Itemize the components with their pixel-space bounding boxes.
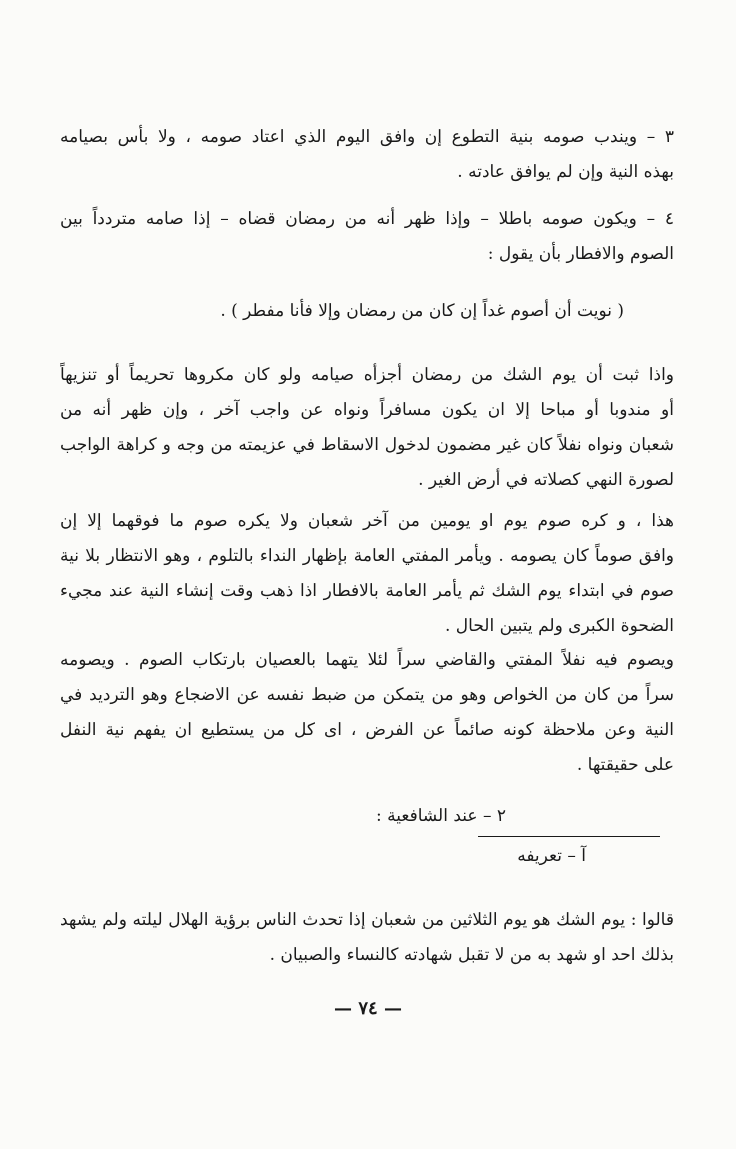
section-heading: ٢ – عند الشافعية :: [376, 806, 506, 826]
paragraph-3: [60, 120, 674, 190]
text-line: هذا ، و كره صوم يوم او يومين من آخر شعبان ولا يكره صوم ما فوقهما إلا إن: [60, 511, 674, 531]
text-line: بذلك احد او شهد به من لا تقبل شهادته كالنساء والصبيان .: [269, 945, 674, 965]
text-line: على حقيقتها .: [576, 755, 674, 775]
page-number: — ٧٤ —: [334, 998, 402, 1019]
text-line: ٤ – ويكون صومه باطلا – وإذا ظهر أنه من رمضان قضاه – إذا صامه متردداً بين: [60, 209, 674, 229]
text-line: قالوا : يوم الشك هو يوم الثلاثين من شعبان إذا تحدث الناس برؤية الهلال ليلته ولم يشهد: [60, 910, 674, 930]
paragraph-makruh: [60, 504, 674, 644]
paragraph-4: [60, 202, 674, 272]
text-line: الصوم والافطار بأن يقول :: [487, 244, 674, 264]
text-line: وافق صوماً كان يصومه . ويأمر المفتي العامة بإظهار النداء بالتلوم ، وهو الانتظار بلا نية: [60, 546, 674, 566]
text-line: سراً من كان من الخواص وهو من يتمكن من ضبط نفسه عن الاضجاع وهو الترديد في: [60, 685, 674, 705]
text-line: لصورة النهي كصلاته في أرض الغير .: [418, 470, 674, 490]
paragraph-doubt-day: [60, 358, 674, 498]
sub-heading: آ – تعريفه: [517, 846, 586, 866]
intention-quote: [64, 294, 624, 329]
text-line: ويصوم فيه نفلاً المفتي والقاضي سراً لئلا يتهما بالعصيان بارتكاب الصوم . ويصومه: [60, 650, 674, 670]
text-line: الضحوة الكبرى ولم يتبين الحال .: [444, 616, 674, 636]
heading-rule: [478, 836, 660, 837]
text-line: صوم في ابتداء يوم الشك ثم يأمر العامة بالافطار اذا ذهب وقت إنشاء النية عند مجيء: [60, 581, 674, 601]
text-line: شعبان ونواه نفلاً كان غير مضمون لدخول الاسقاط في عزيمته من وجه و كراهة الواجب: [60, 435, 674, 455]
text-line: بهذه النية وإن لم يوافق عادته .: [457, 162, 674, 182]
text-line: ( نويت أن أصوم غداً إن كان من رمضان وإلا فأنا مفطر ) .: [220, 301, 624, 321]
paragraph-shafii-definition: [60, 903, 674, 973]
text-line: أو مندوبا أو مباحا إلا ان يكون مسافراً ونواه عن واجب آخر ، وإن ظهر أنه من: [60, 400, 674, 420]
paragraph-mufti: [60, 643, 674, 783]
text-line: واذا ثبت أن يوم الشك من رمضان أجزأه صيامه ولو كان مكروها تحريماً أو تنزيهاً: [60, 365, 674, 385]
text-line: ٣ – ويندب صومه بنية التطوع إن وافق اليوم الذي اعتاد صومه ، ولا بأس بصيامه: [60, 127, 674, 147]
text-line: النية وعن ملاحظة كونه صائماً عن الفرض ، اى كل من يستطيع ان يفهم نية النفل: [60, 720, 674, 740]
